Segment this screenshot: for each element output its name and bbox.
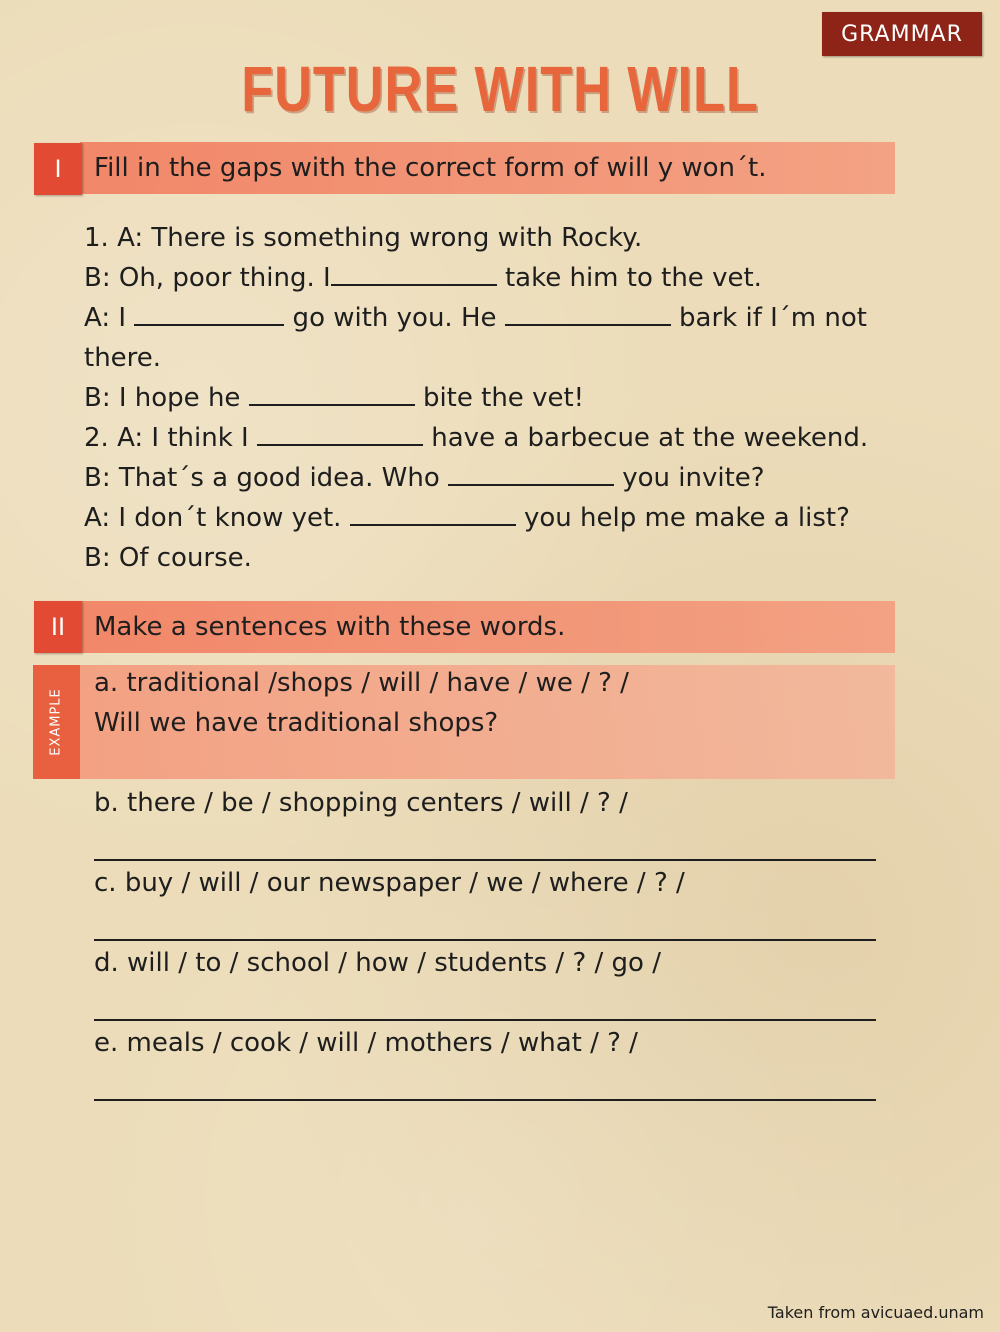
gap-blank[interactable] <box>257 422 423 446</box>
line-text: B: That´s a good idea. Who <box>84 463 448 493</box>
line-text: there. <box>84 343 162 373</box>
line-text: you help me make a list? <box>515 503 850 533</box>
exercise-line <box>84 298 904 338</box>
gap-blank[interactable] <box>134 302 284 326</box>
item-e-prompt: e. meals / cook / will / mothers / what / ? / <box>94 1028 638 1058</box>
section-2-instruction: Make a sentences with these words. <box>94 612 566 642</box>
source-credit: Taken from avicuaed.unam <box>767 1303 984 1322</box>
section-1-number: I <box>34 143 82 195</box>
exercise-line <box>84 498 904 538</box>
line-text: B: Oh, poor thing. I <box>84 263 331 293</box>
line-text: bark if I´m not <box>670 303 867 333</box>
line-text: go with you. He <box>284 303 505 333</box>
exercise-1-text <box>84 218 904 578</box>
section-2-number: II <box>34 601 82 653</box>
line-text: A: I don´t know yet. <box>84 503 350 533</box>
line-text: you invite? <box>614 463 765 493</box>
grammar-badge: GRAMMAR <box>822 12 982 56</box>
line-text: 2. A: I think I <box>84 423 257 453</box>
exercise-line <box>84 538 904 578</box>
item-b-answer-line[interactable] <box>94 859 876 861</box>
exercise-line <box>84 338 904 378</box>
item-d-prompt: d. will / to / school / how / students / ? / go / <box>94 948 661 978</box>
example-prompt: a. traditional /shops / will / have / we / ? / <box>94 668 629 698</box>
exercise-line <box>84 258 904 298</box>
page-title: FUTURE WITH WILL <box>241 53 759 125</box>
line-text: A: I <box>84 303 135 333</box>
exercise-line <box>84 418 904 458</box>
item-b-prompt: b. there / be / shopping centers / will / ? / <box>94 788 628 818</box>
example-answer: Will we have traditional shops? <box>94 708 499 738</box>
section-1-instruction: Fill in the gaps with the correct form of will y won´t. <box>94 153 767 183</box>
exercise-line <box>84 458 904 498</box>
example-label: EXAMPLE <box>48 688 64 756</box>
gap-blank[interactable] <box>331 262 497 286</box>
line-text: B: Of course. <box>84 543 252 573</box>
item-d-answer-line[interactable] <box>94 1019 876 1021</box>
line-text: have a barbecue at the weekend. <box>423 423 869 453</box>
line-text: 1. A: There is something wrong with Rocky. <box>84 223 643 253</box>
item-c-answer-line[interactable] <box>94 939 876 941</box>
item-e-answer-line[interactable] <box>94 1099 876 1101</box>
line-text: take him to the vet. <box>496 263 762 293</box>
gap-blank[interactable] <box>505 302 671 326</box>
item-c-prompt: c. buy / will / our newspaper / we / where / ? / <box>94 868 685 898</box>
exercise-line <box>84 378 904 418</box>
gap-blank[interactable] <box>350 502 516 526</box>
line-text: B: I hope he <box>84 383 249 413</box>
exercise-line <box>84 218 904 258</box>
line-text: bite the vet! <box>414 383 585 413</box>
gap-blank[interactable] <box>249 382 415 406</box>
gap-blank[interactable] <box>448 462 614 486</box>
